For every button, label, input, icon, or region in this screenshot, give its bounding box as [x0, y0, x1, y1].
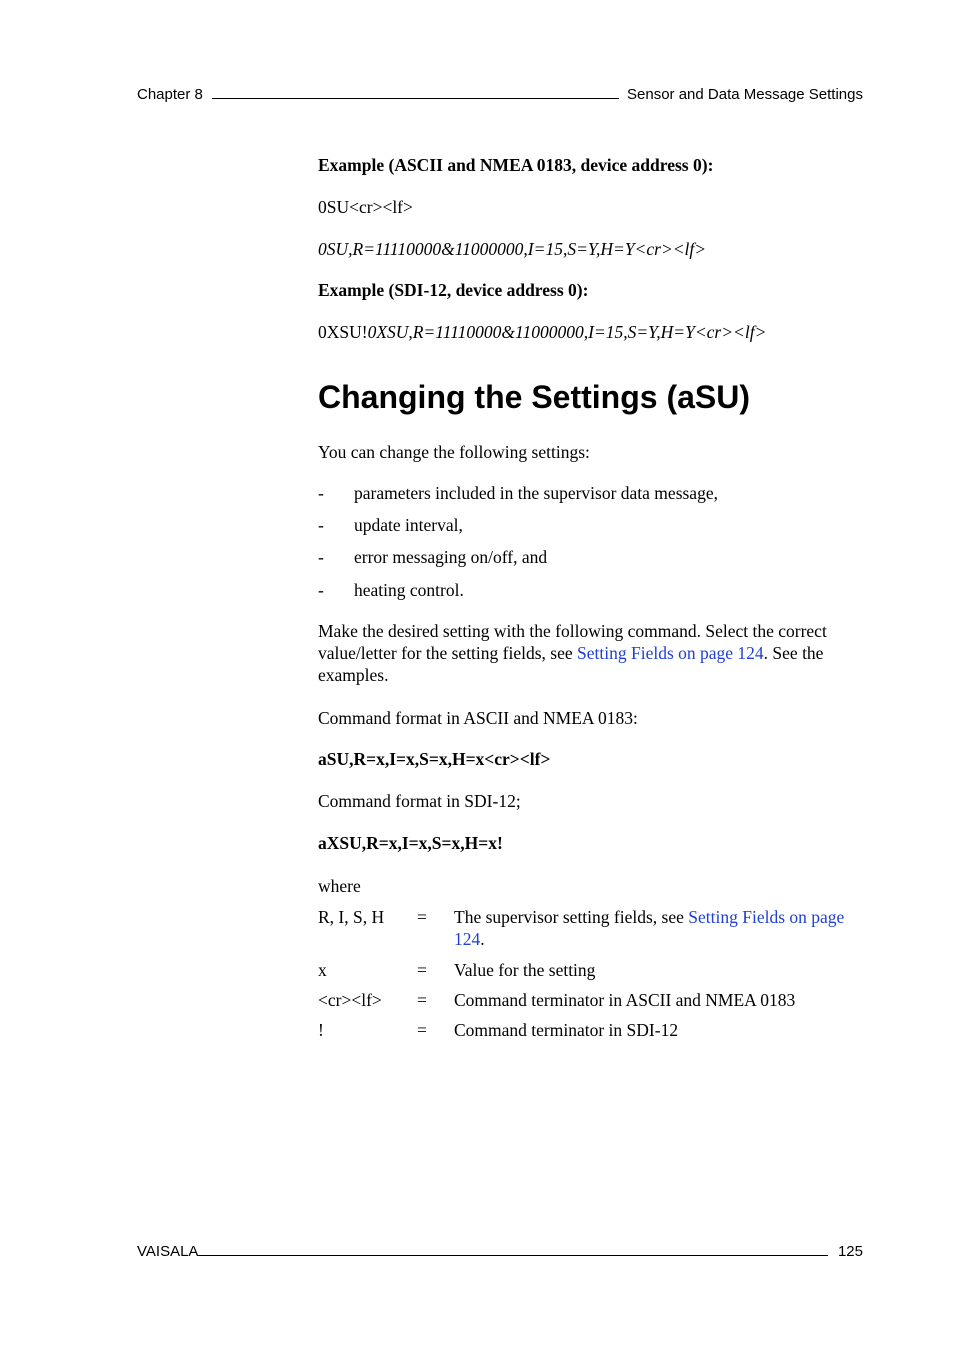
definition-desc: Command terminator in ASCII and NMEA 0183	[454, 990, 796, 1010]
example1-response: 0SU,R=11110000&11000000,I=15,S=Y,H=Y<cr><lf>	[318, 239, 707, 259]
format-sdi-command: aXSU,R=x,I=x,S=x,H=x!	[318, 833, 503, 853]
definition-desc: The supervisor setting fields, see Setting Fields on page 124.	[454, 907, 845, 949]
bullet-text: heating control.	[354, 580, 464, 600]
format-ascii-label: Command format in ASCII and NMEA 0183:	[318, 708, 638, 728]
definition-equals: =	[417, 960, 427, 980]
example2-command: 0XSU!	[318, 322, 368, 342]
where-label: where	[318, 876, 361, 896]
section-heading: Changing the Settings (aSU)	[318, 379, 750, 415]
bullet-text: parameters included in the supervisor data message,	[354, 483, 718, 503]
instruction-paragraph	[318, 620, 863, 686]
page-footer	[137, 1243, 863, 1260]
bullet-dash: -	[318, 580, 324, 600]
definition-equals: =	[417, 907, 427, 927]
definition-term: x	[318, 960, 327, 980]
definition-equals: =	[417, 990, 427, 1010]
example1-command: 0SU<cr><lf>	[318, 197, 413, 217]
intro-text: You can change the following settings:	[318, 442, 590, 462]
page-number: 125	[837, 1243, 863, 1260]
instruction-text-end: . See the examples.	[318, 643, 824, 685]
example2-response: 0XSU,R=11110000&11000000,I=15,S=Y,H=Y<cr><lf>	[367, 322, 767, 342]
definition-term: R, I, S, H	[318, 907, 385, 927]
page-header	[137, 86, 863, 103]
chapter-label: Chapter 8	[137, 86, 203, 103]
bullet-dash: -	[318, 483, 324, 503]
setting-fields-link[interactable]: Setting Fields on page 124	[454, 907, 845, 949]
format-ascii-command: aSU,R=x,I=x,S=x,H=x<cr><lf>	[318, 749, 551, 769]
example2-line	[318, 321, 863, 343]
bullet-text: error messaging on/off, and	[354, 547, 548, 567]
definition-desc: Value for the setting	[454, 960, 596, 980]
definition-equals: =	[417, 1020, 427, 1040]
bullet-dash: -	[318, 515, 324, 535]
example2-heading: Example (SDI-12, device address 0):	[318, 280, 589, 300]
footer-rule	[198, 1243, 828, 1256]
instruction-text: Make the desired setting with the following command. Select the correct value/letter for the setting fields, see	[318, 621, 827, 663]
example1-heading: Example (ASCII and NMEA 0183, device address 0):	[318, 155, 714, 175]
header-rule	[212, 86, 619, 99]
definition-term: <cr><lf>	[318, 990, 382, 1010]
company-name: VAISALA	[137, 1243, 199, 1260]
definition-term: !	[318, 1020, 324, 1040]
bullet-text: update interval,	[354, 515, 463, 535]
format-sdi-label: Command format in SDI-12;	[318, 791, 521, 811]
setting-fields-link[interactable]: Setting Fields on page 124	[577, 643, 764, 663]
bullet-dash: -	[318, 547, 324, 567]
definition-desc: Command terminator in SDI-12	[454, 1020, 679, 1040]
header-section-title: Sensor and Data Message Settings	[627, 86, 863, 103]
